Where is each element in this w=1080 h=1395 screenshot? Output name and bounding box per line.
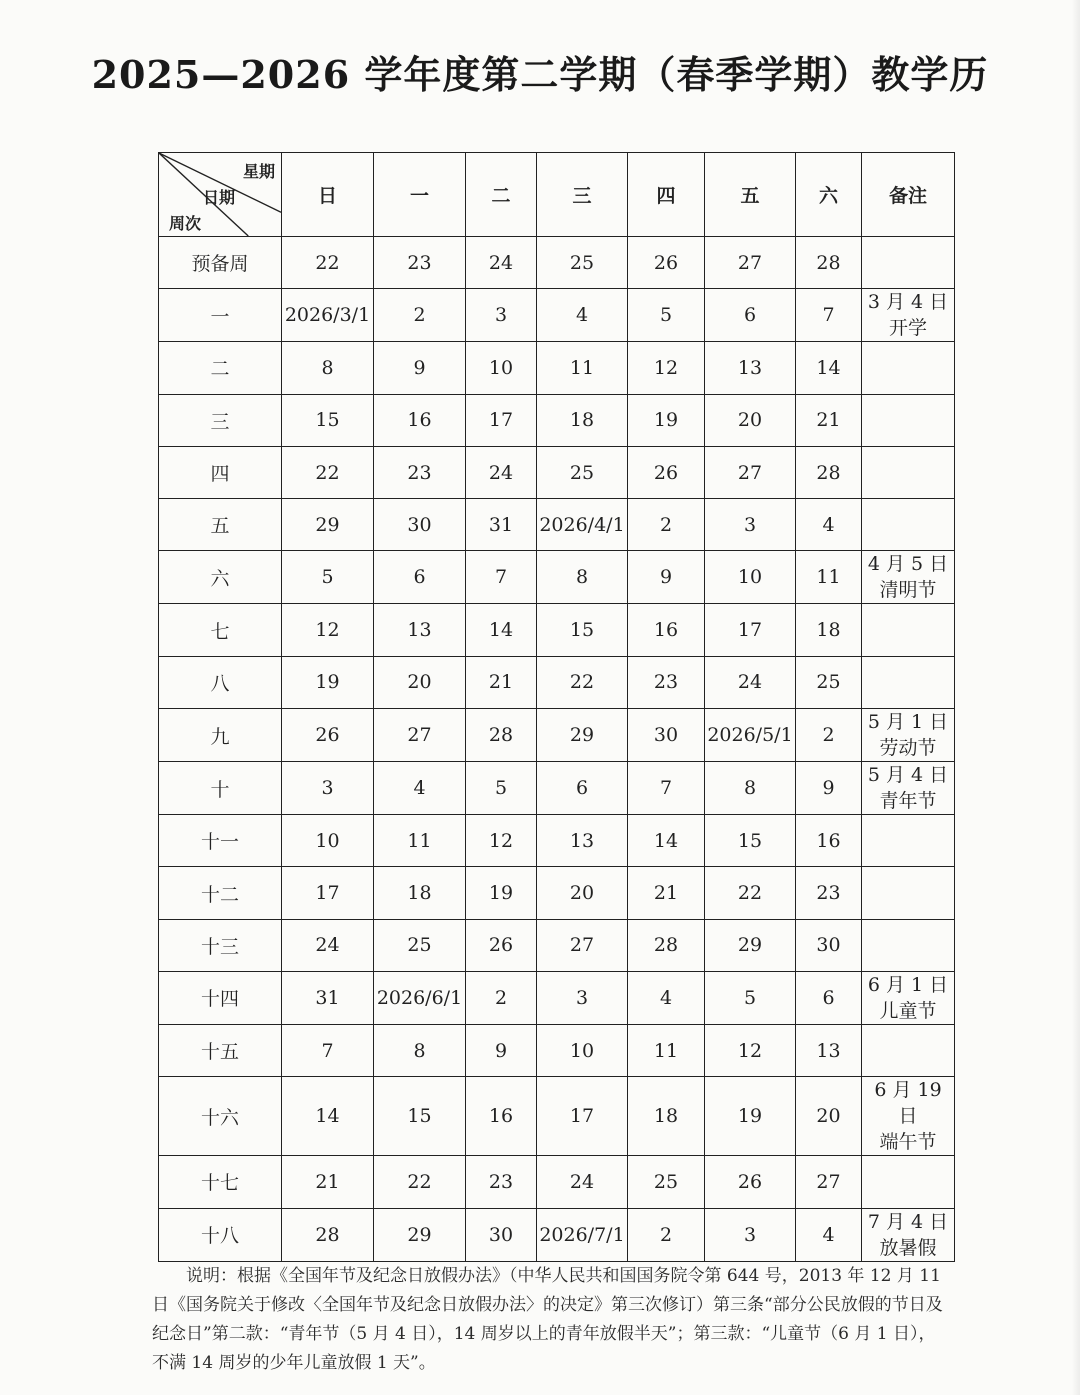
date-cell: 29 <box>537 709 628 762</box>
week-row <box>159 1077 955 1156</box>
day-header-sat: 六 <box>796 153 862 237</box>
calendar-table <box>158 152 955 1262</box>
date-cell: 8 <box>282 342 374 394</box>
date-cell: 10 <box>537 1024 628 1076</box>
date-cell: 19 <box>628 394 705 446</box>
date-cell: 3 <box>282 762 374 815</box>
week-row <box>159 394 955 446</box>
date-cell: 5 <box>466 762 537 815</box>
date-cell: 23 <box>374 237 466 289</box>
date-cell: 22 <box>705 867 796 919</box>
remark-event: 清明节 <box>879 579 937 602</box>
date-cell: 30 <box>374 499 466 551</box>
date-cell: 4 <box>628 971 705 1024</box>
remark-event: 端午节 <box>879 1131 937 1154</box>
remark-cell <box>862 919 955 971</box>
date-cell: 16 <box>796 815 862 867</box>
remark-date: 5 月 1 日 <box>867 711 949 734</box>
date-cell: 2 <box>374 289 466 342</box>
date-cell: 3 <box>705 1208 796 1261</box>
date-cell: 5 <box>705 971 796 1024</box>
date-cell: 16 <box>466 1077 537 1156</box>
date-cell: 29 <box>374 1208 466 1261</box>
date-cell: 23 <box>628 656 705 708</box>
day-header-sun: 日 <box>282 153 374 237</box>
date-cell: 4 <box>374 762 466 815</box>
date-cell: 30 <box>466 1208 537 1261</box>
week-name-cell: 四 <box>159 446 282 498</box>
date-cell: 26 <box>628 237 705 289</box>
week-name-cell: 二 <box>159 342 282 394</box>
week-name-cell: 预备周 <box>159 237 282 289</box>
date-cell: 2 <box>628 1208 705 1261</box>
week-row <box>159 289 955 342</box>
date-cell: 28 <box>796 237 862 289</box>
remark-event: 放暑假 <box>879 1236 937 1259</box>
date-cell: 22 <box>282 446 374 498</box>
date-cell: 18 <box>537 394 628 446</box>
date-cell: 12 <box>628 342 705 394</box>
remark-event: 儿童节 <box>879 999 937 1022</box>
date-cell: 10 <box>705 551 796 604</box>
date-cell: 25 <box>796 656 862 708</box>
remark-cell <box>862 656 955 708</box>
date-cell: 20 <box>796 1077 862 1156</box>
date-cell: 11 <box>628 1024 705 1076</box>
date-cell: 17 <box>705 604 796 656</box>
remark-date: 7 月 4 日 <box>867 1210 949 1233</box>
week-row <box>159 1208 955 1261</box>
date-cell: 2 <box>628 499 705 551</box>
date-cell: 8 <box>537 551 628 604</box>
date-cell: 9 <box>466 1024 537 1076</box>
date-cell: 27 <box>796 1156 862 1208</box>
week-row <box>159 971 955 1024</box>
date-cell: 20 <box>374 656 466 708</box>
week-name-cell: 五 <box>159 499 282 551</box>
date-cell: 12 <box>705 1024 796 1076</box>
remark-cell <box>862 762 955 815</box>
date-cell: 12 <box>466 815 537 867</box>
date-cell: 13 <box>705 342 796 394</box>
date-cell: 26 <box>466 919 537 971</box>
date-cell: 6 <box>705 289 796 342</box>
remark-cell <box>862 342 955 394</box>
date-cell: 2026/6/1 <box>374 971 466 1024</box>
week-row <box>159 656 955 708</box>
date-cell: 9 <box>628 551 705 604</box>
day-header-tue: 二 <box>466 153 537 237</box>
week-name-cell: 十三 <box>159 919 282 971</box>
week-name-cell: 十五 <box>159 1024 282 1076</box>
date-cell: 26 <box>282 709 374 762</box>
date-cell: 26 <box>628 446 705 498</box>
date-cell: 15 <box>282 394 374 446</box>
remark-cell <box>862 867 955 919</box>
date-cell: 21 <box>282 1156 374 1208</box>
date-cell: 23 <box>796 867 862 919</box>
date-cell: 10 <box>466 342 537 394</box>
date-cell: 2026/3/1 <box>282 289 374 342</box>
date-cell: 4 <box>537 289 628 342</box>
date-cell: 24 <box>466 446 537 498</box>
week-name-cell: 十六 <box>159 1077 282 1156</box>
date-cell: 22 <box>374 1156 466 1208</box>
date-cell: 29 <box>282 499 374 551</box>
week-row <box>159 604 955 656</box>
date-cell: 26 <box>705 1156 796 1208</box>
date-cell: 4 <box>796 1208 862 1261</box>
date-cell: 16 <box>628 604 705 656</box>
remark-date: 4 月 5 日 <box>867 553 949 576</box>
week-name-cell: 十七 <box>159 1156 282 1208</box>
date-cell: 8 <box>705 762 796 815</box>
date-cell: 13 <box>374 604 466 656</box>
header-row <box>159 153 955 237</box>
week-row <box>159 1024 955 1076</box>
remark-cell <box>862 971 955 1024</box>
date-cell: 19 <box>282 656 374 708</box>
date-cell: 15 <box>374 1077 466 1156</box>
remark-cell <box>862 1156 955 1208</box>
day-header-fri: 五 <box>705 153 796 237</box>
date-cell: 14 <box>466 604 537 656</box>
date-cell: 17 <box>537 1077 628 1156</box>
remark-event: 青年节 <box>879 790 937 813</box>
week-name-cell: 十二 <box>159 867 282 919</box>
date-cell: 6 <box>537 762 628 815</box>
date-cell: 27 <box>537 919 628 971</box>
remark-cell <box>862 499 955 551</box>
date-cell: 21 <box>628 867 705 919</box>
week-name-cell: 十八 <box>159 1208 282 1261</box>
date-cell: 16 <box>374 394 466 446</box>
week-name-cell: 十 <box>159 762 282 815</box>
date-cell: 12 <box>282 604 374 656</box>
week-name-cell: 七 <box>159 604 282 656</box>
date-cell: 15 <box>537 604 628 656</box>
date-cell: 24 <box>282 919 374 971</box>
date-cell: 27 <box>374 709 466 762</box>
date-cell: 7 <box>628 762 705 815</box>
scan-edge-shadow <box>1072 0 1080 1395</box>
date-cell: 25 <box>628 1156 705 1208</box>
remark-date: 6 月 19 日 <box>874 1079 942 1128</box>
week-name-cell: 一 <box>159 289 282 342</box>
week-name-cell: 九 <box>159 709 282 762</box>
date-cell: 30 <box>628 709 705 762</box>
remark-date: 6 月 1 日 <box>867 973 949 996</box>
remark-cell <box>862 446 955 498</box>
corner-date-label: 日期 <box>203 188 236 207</box>
remark-cell <box>862 1024 955 1076</box>
date-cell: 9 <box>374 342 466 394</box>
week-name-cell: 六 <box>159 551 282 604</box>
date-cell: 20 <box>705 394 796 446</box>
date-cell: 5 <box>282 551 374 604</box>
date-cell: 11 <box>374 815 466 867</box>
week-row <box>159 237 955 289</box>
date-cell: 25 <box>374 919 466 971</box>
week-name-cell: 十一 <box>159 815 282 867</box>
week-name-cell: 十四 <box>159 971 282 1024</box>
date-cell: 2026/5/1 <box>705 709 796 762</box>
date-cell: 11 <box>537 342 628 394</box>
date-cell: 7 <box>282 1024 374 1076</box>
week-row <box>159 1156 955 1208</box>
date-cell: 18 <box>374 867 466 919</box>
date-cell: 2026/4/1 <box>537 499 628 551</box>
date-cell: 14 <box>628 815 705 867</box>
date-cell: 6 <box>374 551 466 604</box>
date-cell: 13 <box>537 815 628 867</box>
date-cell: 4 <box>796 499 862 551</box>
week-name-cell: 三 <box>159 394 282 446</box>
date-cell: 21 <box>796 394 862 446</box>
date-cell: 23 <box>374 446 466 498</box>
date-cell: 19 <box>705 1077 796 1156</box>
date-cell: 31 <box>282 971 374 1024</box>
date-cell: 28 <box>466 709 537 762</box>
week-row <box>159 499 955 551</box>
date-cell: 31 <box>466 499 537 551</box>
date-cell: 25 <box>537 446 628 498</box>
date-cell: 14 <box>796 342 862 394</box>
date-cell: 27 <box>705 446 796 498</box>
date-cell: 11 <box>796 551 862 604</box>
date-cell: 30 <box>796 919 862 971</box>
day-header-wed: 三 <box>537 153 628 237</box>
corner-header-cell <box>159 153 282 237</box>
date-cell: 6 <box>796 971 862 1024</box>
date-cell: 8 <box>374 1024 466 1076</box>
remark-event: 开学 <box>888 317 927 340</box>
week-row <box>159 919 955 971</box>
date-cell: 24 <box>466 237 537 289</box>
date-cell: 5 <box>628 289 705 342</box>
date-cell: 23 <box>466 1156 537 1208</box>
date-cell: 24 <box>705 656 796 708</box>
corner-weekday-label: 星期 <box>242 162 275 181</box>
remark-cell <box>862 1208 955 1261</box>
date-cell: 3 <box>537 971 628 1024</box>
date-cell: 28 <box>282 1208 374 1261</box>
corner-week-label: 周次 <box>169 214 202 233</box>
remark-header: 备注 <box>862 153 955 237</box>
date-cell: 29 <box>705 919 796 971</box>
calendar-body <box>159 237 955 1262</box>
remark-date: 3 月 4 日 <box>867 291 949 314</box>
date-cell: 7 <box>466 551 537 604</box>
date-cell: 3 <box>705 499 796 551</box>
date-cell: 2026/7/1 <box>537 1208 628 1261</box>
date-cell: 27 <box>705 237 796 289</box>
week-row <box>159 815 955 867</box>
date-cell: 19 <box>466 867 537 919</box>
date-cell: 22 <box>282 237 374 289</box>
week-row <box>159 551 955 604</box>
date-cell: 2 <box>466 971 537 1024</box>
date-cell: 15 <box>705 815 796 867</box>
remark-cell <box>862 1077 955 1156</box>
date-cell: 17 <box>466 394 537 446</box>
remark-cell <box>862 289 955 342</box>
date-cell: 2 <box>796 709 862 762</box>
date-cell: 25 <box>537 237 628 289</box>
week-row <box>159 446 955 498</box>
date-cell: 24 <box>537 1156 628 1208</box>
day-header-mon: 一 <box>374 153 466 237</box>
date-cell: 22 <box>537 656 628 708</box>
date-cell: 14 <box>282 1077 374 1156</box>
remark-cell <box>862 394 955 446</box>
page-title: 2025—2026 学年度第二学期（春季学期）教学历 <box>91 52 989 97</box>
remark-cell <box>862 815 955 867</box>
date-cell: 21 <box>466 656 537 708</box>
date-cell: 18 <box>796 604 862 656</box>
date-cell: 13 <box>796 1024 862 1076</box>
week-row <box>159 709 955 762</box>
remark-cell <box>862 709 955 762</box>
week-row <box>159 342 955 394</box>
date-cell: 20 <box>537 867 628 919</box>
date-cell: 7 <box>796 289 862 342</box>
week-row <box>159 762 955 815</box>
week-name-cell: 八 <box>159 656 282 708</box>
date-cell: 28 <box>796 446 862 498</box>
week-row <box>159 867 955 919</box>
date-cell: 28 <box>628 919 705 971</box>
date-cell: 10 <box>282 815 374 867</box>
remark-event: 劳动节 <box>879 737 937 760</box>
remark-cell <box>862 604 955 656</box>
date-cell: 17 <box>282 867 374 919</box>
remark-date: 5 月 4 日 <box>867 764 949 787</box>
remark-cell <box>862 551 955 604</box>
footnote: 说明：根据《全国年节及纪念日放假办法》（中华人民共和国国务院令第 644 号，2013 年 12 月 11 日《国务院关于修改〈全国年节及纪念日放假办法〉的决定》第三次修订）第三条“部分公民放假的节日及纪念日”第二款：“青年节（5 月 4 日），14 周岁以上的青年放假半天”；第三款：“儿童节（6 月 1 日），不满 14 周岁的少年儿童放假 1 天”。 <box>152 1266 943 1373</box>
date-cell: 3 <box>466 289 537 342</box>
remark-cell <box>862 237 955 289</box>
date-cell: 9 <box>796 762 862 815</box>
day-header-thu: 四 <box>628 153 705 237</box>
date-cell: 18 <box>628 1077 705 1156</box>
